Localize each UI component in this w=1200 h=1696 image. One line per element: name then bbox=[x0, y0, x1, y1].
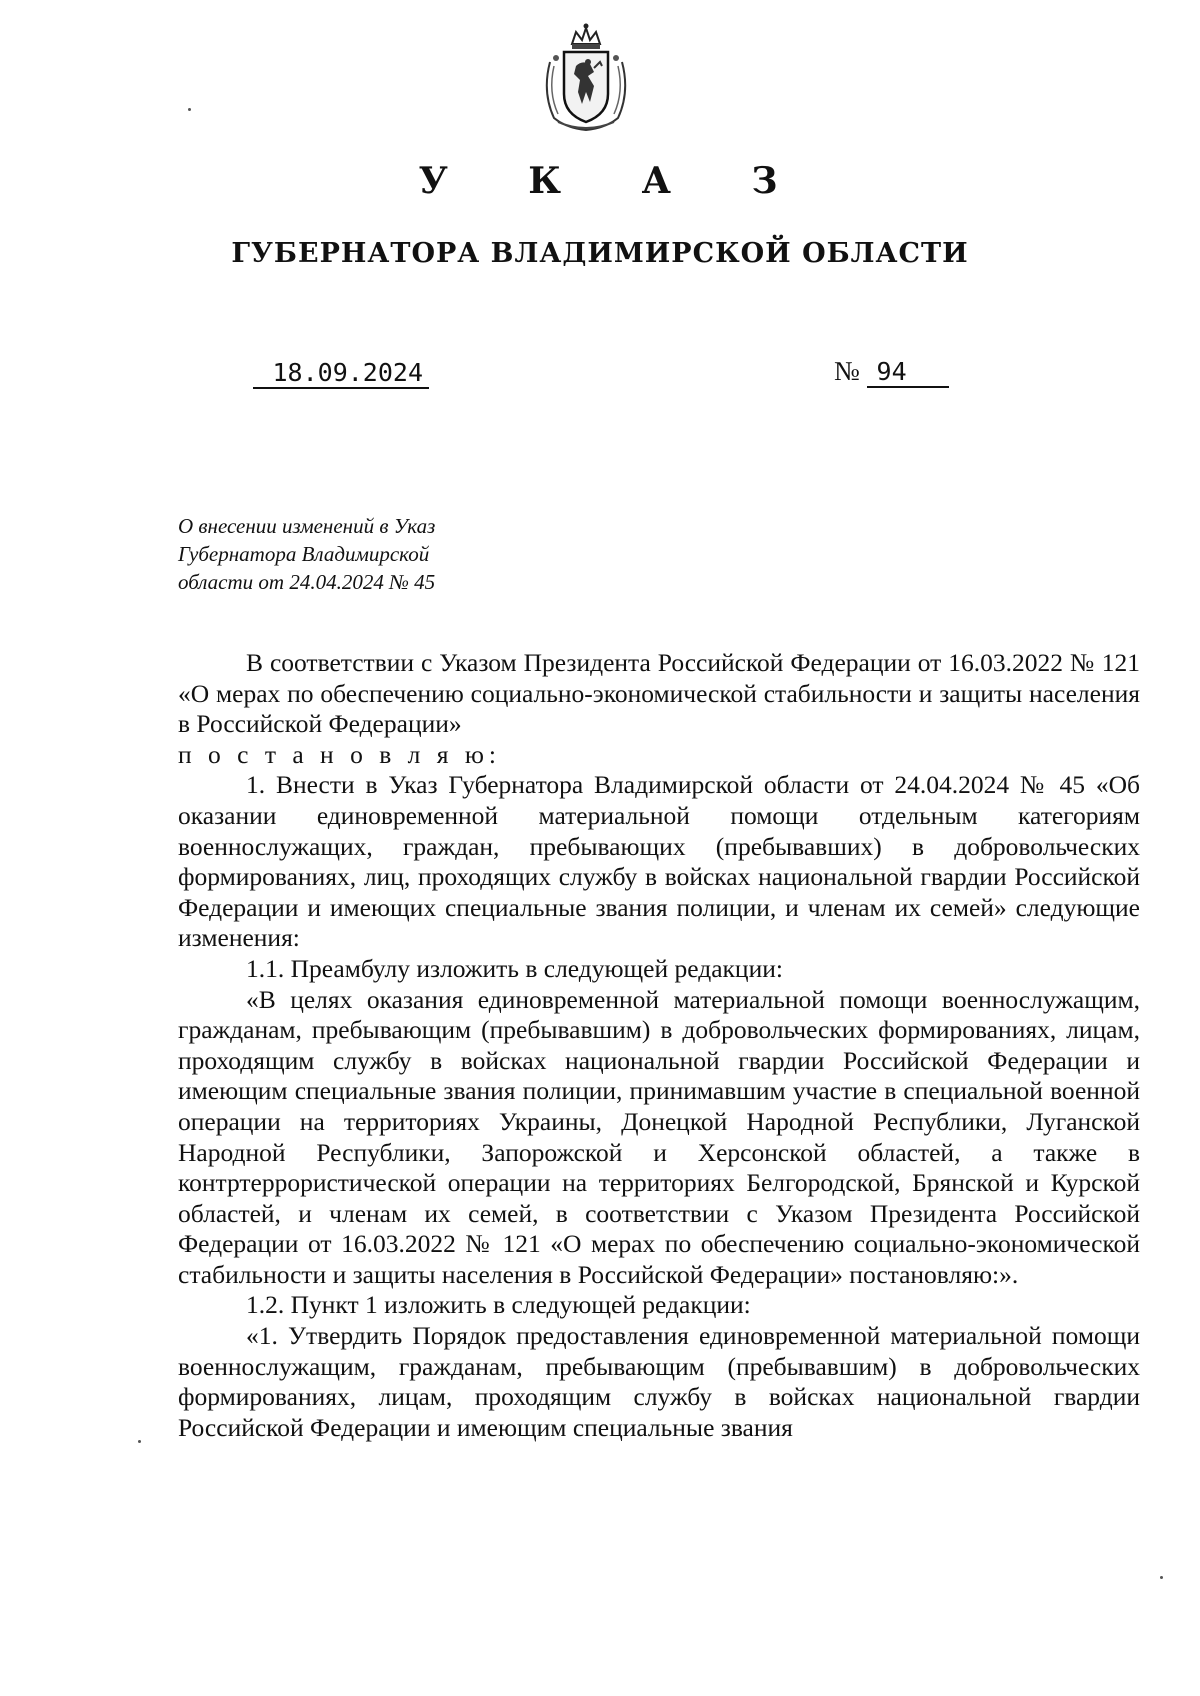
item-1-1: 1.1. Преамбулу изложить в следующей редакции: bbox=[246, 953, 783, 983]
document-subtitle: ГУБЕРНАТОРА ВЛАДИМИРСКОЙ ОБЛАСТИ bbox=[231, 238, 969, 269]
topic-line: области от 24.04.2024 № 45 bbox=[178, 570, 436, 594]
scan-speck bbox=[1160, 1576, 1163, 1579]
resolve-clause: п о с т а н о в л я ю: bbox=[178, 739, 501, 769]
scan-speck bbox=[188, 108, 191, 111]
decree-number: 94 bbox=[867, 357, 949, 388]
decree-number-field bbox=[834, 356, 949, 388]
scan-speck bbox=[138, 1440, 141, 1443]
decree-topic bbox=[178, 512, 498, 596]
coat-of-arms-icon bbox=[536, 22, 636, 132]
quote-item-1: «1. Утвердить Порядок предоставления единовременной материальной помощи военнослужащим, гражданам, пребывающим (пребывавшим) в добровольческих формированиях, лицам, проходящим службу в войсках национальной гвардии Российской Федерации и имеющим специальные звания bbox=[178, 1321, 1140, 1442]
topic-line: Губернатора Владимирской bbox=[178, 542, 430, 566]
number-prefix: № bbox=[834, 356, 860, 386]
decree-date: 18.09.2024 bbox=[253, 358, 429, 389]
item-1: 1. Внести в Указ Губернатора Владимирской области от 24.04.2024 № 45 «Об оказании единовременной материальной помощи отдельным категориям военнослужащих, граждан, пребывающих (пребывавших) в добровольческих формированиях, лиц, проходящих службу в войсках национальной гвардии Российской Федерации и имеющих специальные звания полиции, и членам их семей» следующие изменения: bbox=[178, 770, 1140, 953]
intro-paragraph: В соответствии с Указом Президента Российской Федерации от 16.03.2022 № 121 «О мерах по обеспечению социально-экономической стабильности и защиты населения в Российской Федерации» bbox=[178, 648, 1140, 739]
decree-body bbox=[178, 648, 1140, 1443]
quote-preamble: «В целях оказания единовременной материальной помощи военнослужащим, гражданам, пребывающим (пребывавшим) в добровольческих формированиях, лицам, проходящим службу в войсках национальной гвардии Российской Федерации и имеющим специальные звания полиции, принимавшим участие в специальной военной операции на территориях Украины, Донецкой Народной Республики, Луганской Народной Республики, Запорожской и Херсонской областей, а также в контртеррористической операции на территориях Белгородской, Брянской и Курской областей, и членам их семей, в соответствии с Указом Президента Российской Федерации от 16.03.2022 № 121 «О мерах по обеспечению социально-экономической стабильности и защиты населения в Российской Федерации» постановляю:». bbox=[178, 984, 1140, 1289]
item-1-2: 1.2. Пункт 1 изложить в следующей редакции: bbox=[246, 1290, 751, 1320]
topic-line: О внесении изменений в Указ bbox=[178, 514, 436, 538]
document-title: У К А З bbox=[418, 160, 812, 202]
